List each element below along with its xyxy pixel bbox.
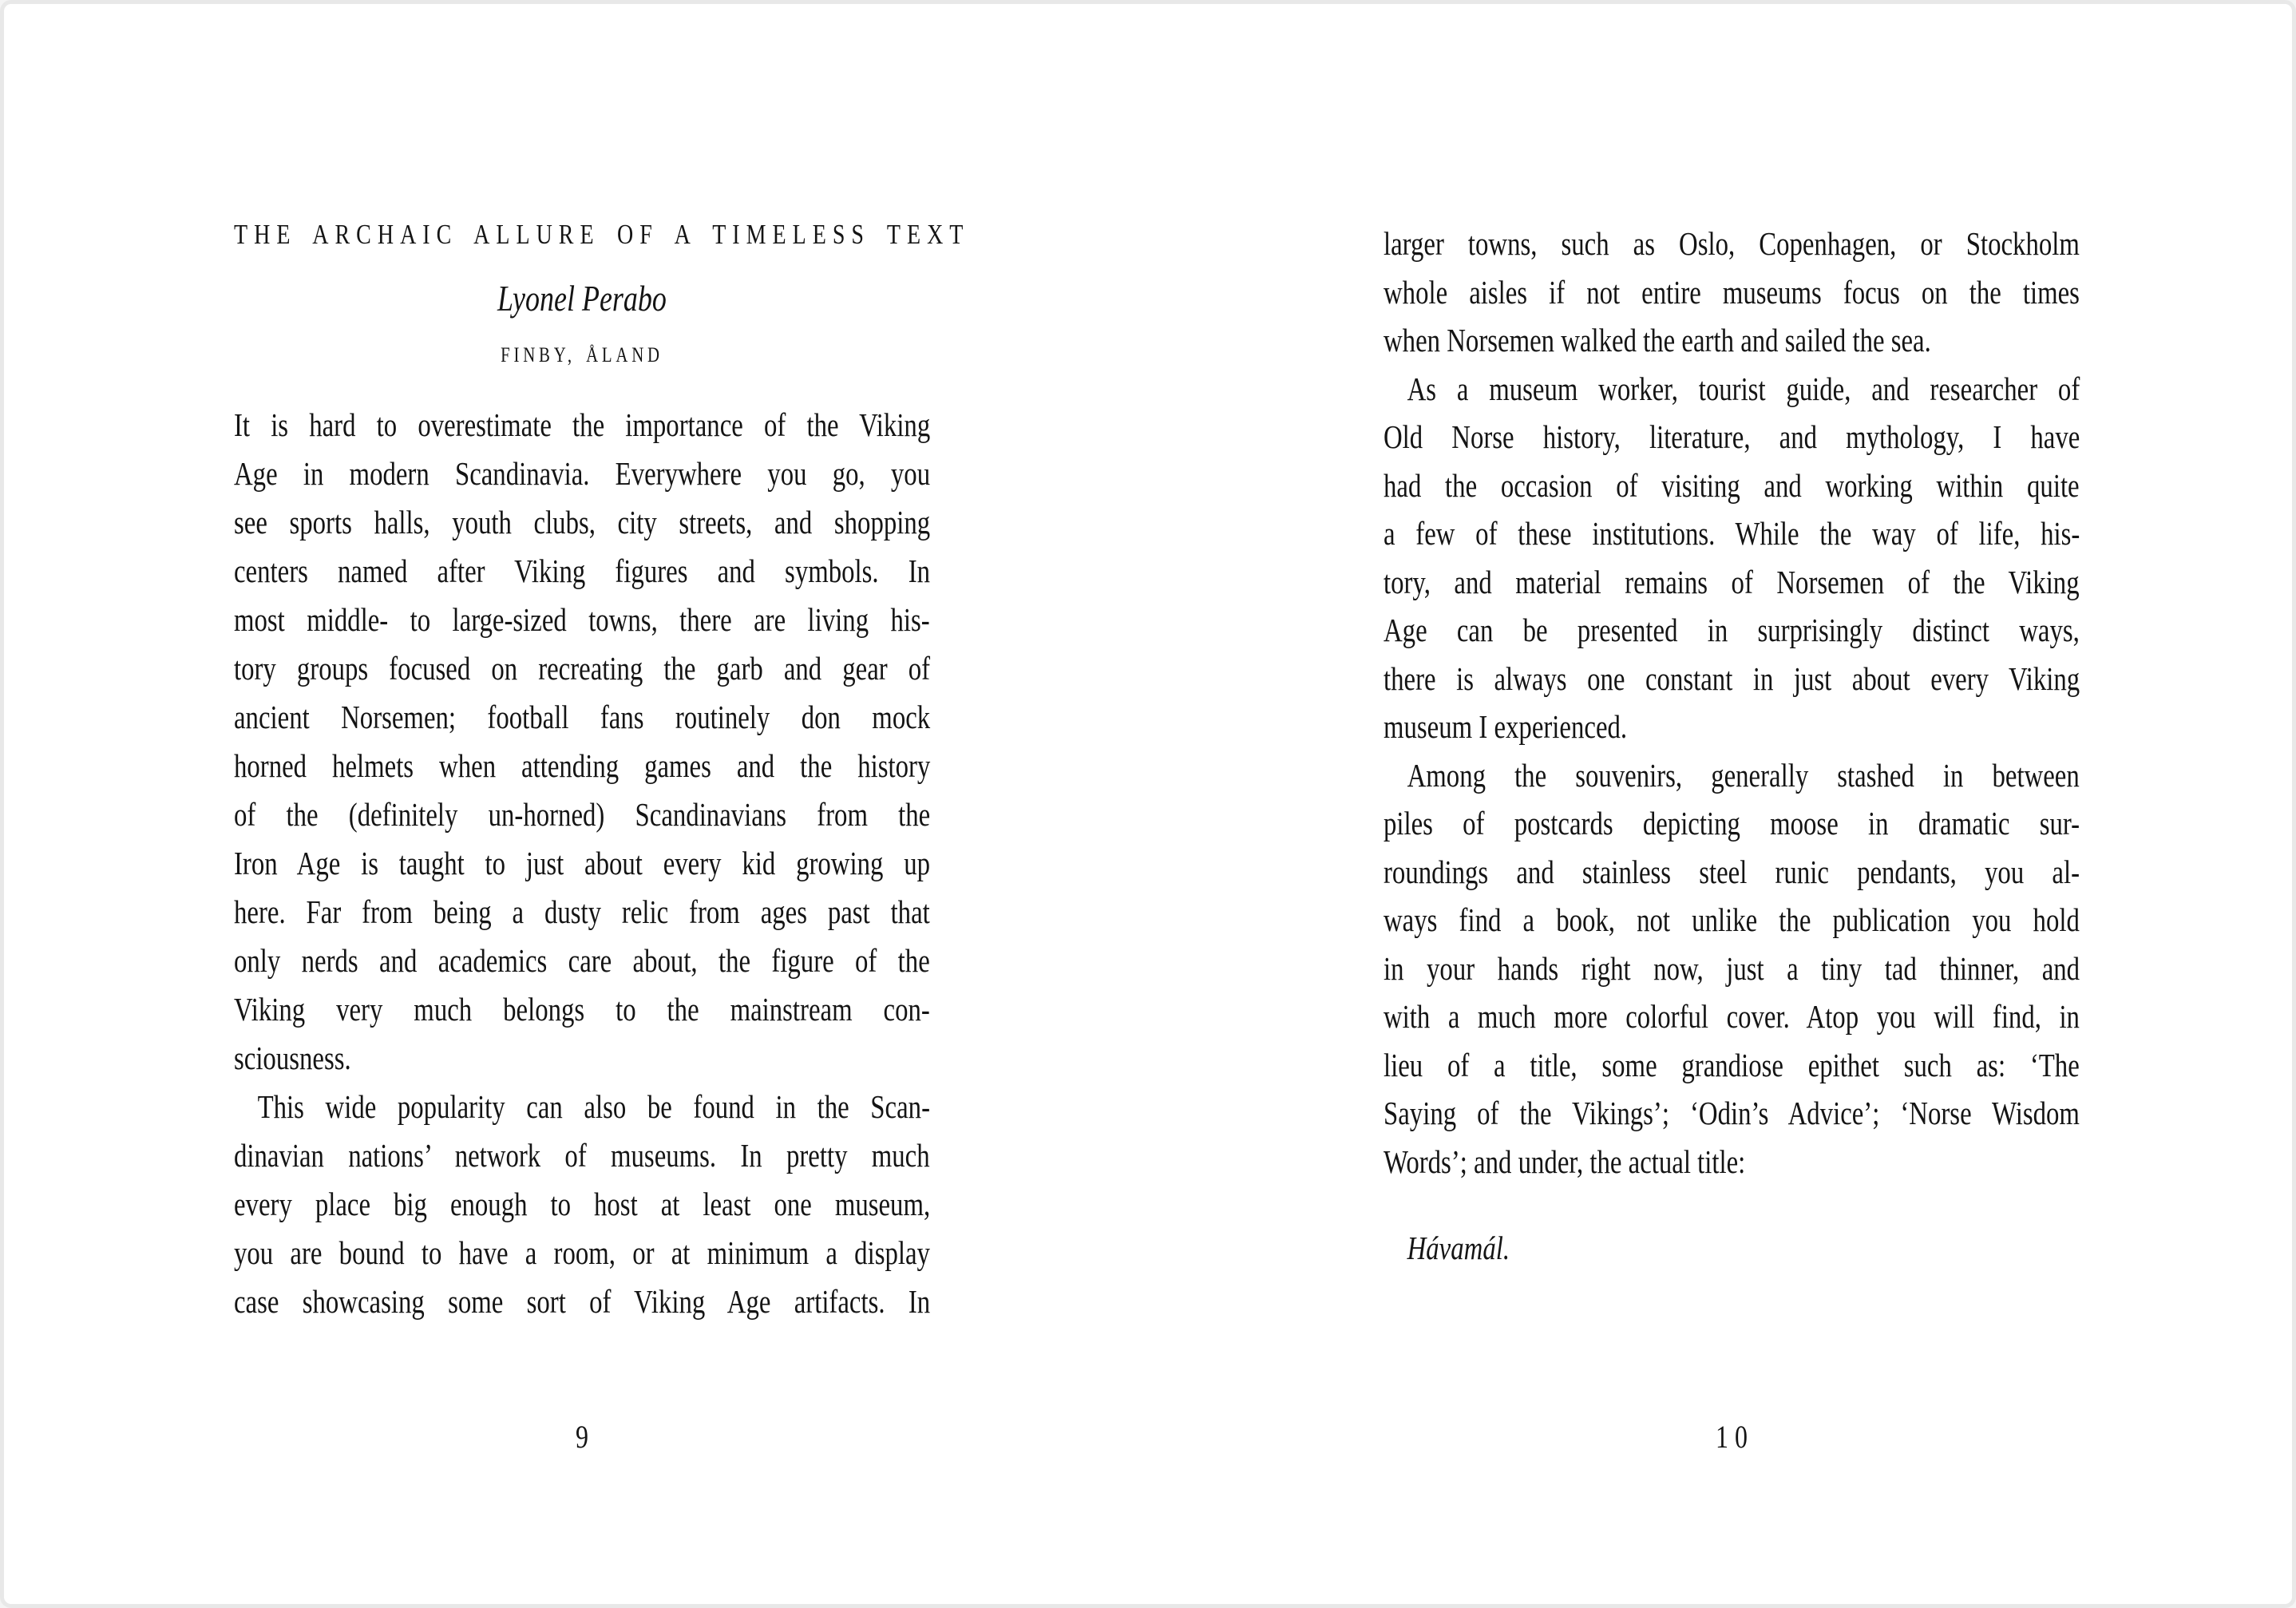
text-line: with a much more colorful cover. Atop you will find, in bbox=[1384, 998, 2080, 1035]
text-line: roundings and stainless steel runic pendants, you al- bbox=[1384, 853, 2080, 890]
right-page-body bbox=[1384, 220, 2080, 1186]
text-line: case showcasing some sort of Viking Age artifacts. In bbox=[234, 1283, 931, 1320]
text-line: Old Norse history, literature, and mythology, I have bbox=[1384, 418, 2080, 455]
text-line: centers named after Viking figures and symbols. In bbox=[234, 553, 931, 589]
text-line: lieu of a title, some grandiose epithet such as: ‘The bbox=[1384, 1046, 2080, 1083]
text-line: every place big enough to host at least one museum, bbox=[234, 1186, 931, 1222]
text-line: Viking very much belongs to the mainstream con- bbox=[234, 991, 930, 1028]
author-location: FINBY, ÅLAND bbox=[501, 343, 663, 366]
left-page-body bbox=[234, 401, 930, 1326]
text-line: a few of these institutions. While the way of life, his- bbox=[1384, 515, 2080, 552]
text-line: museum I experienced. bbox=[1384, 708, 1628, 745]
text-line: This wide popularity can also be found in the Scan- bbox=[257, 1088, 931, 1125]
text-line: Age can be presented in surprisingly distinct ways, bbox=[1384, 612, 2080, 648]
text-line: Among the souvenirs, generally stashed in between bbox=[1407, 756, 2080, 794]
text-line: As a museum worker, tourist guide, and researcher of bbox=[1407, 370, 2080, 407]
right-page bbox=[1384, 4, 2080, 1604]
text-line: there is always one constant in just about every Viking bbox=[1384, 659, 2080, 697]
text-line: tory groups focused on recreating the garb and gear of bbox=[234, 650, 931, 687]
text-line: piles of postcards depicting moose in dramatic sur- bbox=[1384, 805, 2080, 842]
text-line: It is hard to overestimate the importance of the Viking bbox=[234, 406, 931, 443]
text-line: Iron Age is taught to just about every kid growing up bbox=[234, 845, 930, 881]
text-line: when Norsemen walked the earth and sailed the sea. bbox=[1384, 322, 1931, 358]
text-line: tory, and material remains of Norsemen of the Viking bbox=[1384, 563, 2080, 600]
text-line: you are bound to have a room, or at minimum a display bbox=[234, 1234, 930, 1271]
text-line: larger towns, such as Oslo, Copenhagen, or Stockholm bbox=[1384, 225, 2080, 262]
text-line: most middle- to large-sized towns, there are living his- bbox=[234, 601, 930, 638]
author-name: Lyonel Perabo bbox=[497, 279, 667, 319]
text-line: Words’; and under, the actual title: bbox=[1384, 1143, 1746, 1180]
text-line: had the occasion of visiting and working within quite bbox=[1384, 466, 2080, 504]
text-line: see sports halls, youth clubs, city streets, and shopping bbox=[234, 504, 931, 541]
text-line: here. Far from being a dusty relic from ages past that bbox=[234, 893, 930, 930]
text-line: Saying of the Vikings’; ‘Odin’s Advice’; ‘Norse Wisdom bbox=[1384, 1095, 2080, 1131]
page-number-left: 9 bbox=[576, 1419, 588, 1455]
page-number-right: 10 bbox=[1716, 1419, 1754, 1455]
text-line: whole aisles if not entire museums focus on the times bbox=[1384, 273, 2080, 311]
text-line: Age in modern Scandinavia. Everywhere you go, you bbox=[234, 455, 931, 492]
text-line: dinavian nations’ network of museums. In pretty much bbox=[234, 1137, 930, 1174]
book-title-havamal: Hávamál. bbox=[1407, 1230, 1510, 1266]
chapter-title: THE ARCHAIC ALLURE OF A TIMELESS TEXT bbox=[234, 219, 970, 250]
text-line: sciousness. bbox=[234, 1040, 351, 1076]
text-line: ancient Norsemen; football fans routinely don mock bbox=[234, 699, 931, 735]
text-line: horned helmets when attending games and the history bbox=[234, 747, 931, 784]
text-line: only nerds and academics care about, the figure of the bbox=[234, 942, 930, 979]
left-page bbox=[234, 4, 970, 1604]
text-line: of the (definitely un-horned) Scandinavians from the bbox=[234, 796, 931, 833]
text-line: ways find a book, not unlike the publication you hold bbox=[1384, 901, 2080, 938]
text-line: in your hands right now, just a tiny tad thinner, and bbox=[1384, 949, 2080, 987]
